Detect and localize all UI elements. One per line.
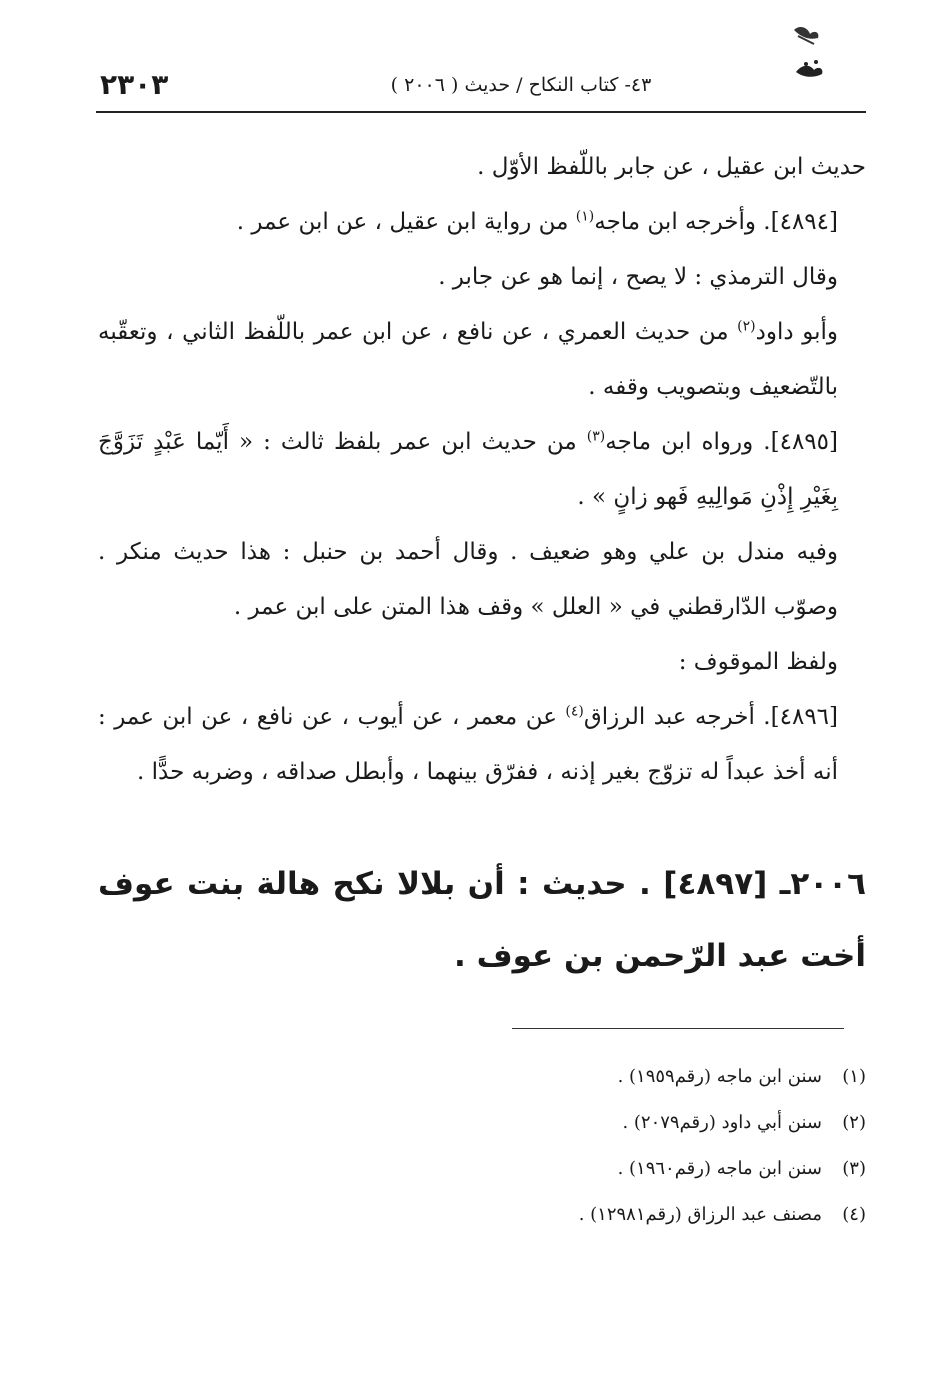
paragraph-text: من حديث ابن عمر بلفظ ثالث : « أَيّما عَبْدٍ تَزَوَّجَ بِغَيْرِ إِذْنِ مَوالِيهِ فَهو زانٍ » . (98, 429, 838, 510)
running-header (96, 68, 866, 108)
footnote-item (400, 1100, 866, 1146)
paragraph-text: من رواية ابن عقيل ، عن ابن عمر . (236, 209, 576, 235)
footnote-number: (٤) (842, 1204, 866, 1225)
header-divider (96, 111, 866, 113)
paragraph-4894 (98, 195, 866, 250)
paragraph-text: حديث ابن عقيل ، عن جابر باللّفظ الأوّل . (477, 154, 866, 180)
paragraph-text: وقال الترمذي : لا يصح ، إنما هو عن جابر . (438, 264, 838, 290)
footnote-text: مصنف عبد الرزاق (رقم١٢٩٨١) . (578, 1204, 822, 1225)
footnote-text: سنن ابن ماجه (رقم١٩٦٠) . (617, 1158, 822, 1179)
footnote-item (400, 1146, 866, 1192)
footnote-number: (١) (842, 1066, 866, 1087)
paragraph-text: وفيه مندل بن علي وهو ضعيف . وقال أحمد بن حنبل : هذا حديث منكر . وصوّب الدّارقطني في « العلل » وقف هذا المتن على ابن عمر . (98, 539, 838, 620)
footnotes (400, 1054, 866, 1238)
footnote-item (400, 1192, 866, 1238)
footnote-item (400, 1054, 866, 1100)
paragraph-text: ولفظ الموقوف : (678, 649, 838, 675)
paragraph-text: [٤٨٩٤]. وأخرجه ابن ماجه (594, 209, 838, 235)
footnote-number: (٢) (842, 1112, 866, 1133)
paragraph (98, 525, 866, 635)
footnote-ref: (١) (575, 208, 595, 225)
footnote-divider (512, 1028, 844, 1029)
paragraph-text: وأبو داود (755, 319, 838, 345)
hadith-number: ٢٠٠٦ـ (779, 866, 867, 902)
footnote-ref: (٢) (737, 318, 756, 335)
paragraph-text: [٤٨٩٦]. أخرجه عبد الرزاق (583, 704, 839, 730)
paragraph-text: [٤٨٩٥]. ورواه ابن ماجه (605, 429, 838, 455)
ornament-icon (780, 20, 840, 86)
paragraph (98, 140, 866, 195)
footnote-number: (٣) (842, 1158, 866, 1179)
hadith-ref: [٤٨٩٧] (663, 866, 768, 902)
paragraph-text: عن معمر ، عن أيوب ، عن نافع ، عن ابن عمر : أنه أخذ عبداً له تزوّج بغير إذنه ، ففرّق بينهما ، وأبطل صداقه ، وضربه حدًّا . (98, 704, 838, 785)
footnote-text: سنن أبي داود (رقم٢٠٧٩) . (622, 1112, 822, 1133)
hadith-text: . حديث : أن بلالا نكح هالة بنت عوف أخت عبد الرّحمن بن عوف . (98, 866, 866, 974)
page-number: ٢٣٠٣ (100, 68, 169, 101)
body-text (98, 140, 866, 800)
paragraph-4896 (98, 690, 866, 800)
footnote-ref: (٣) (586, 428, 606, 445)
footnote-text: سنن ابن ماجه (رقم١٩٥٩) . (617, 1066, 822, 1087)
hadith-heading (98, 848, 866, 992)
paragraph (98, 250, 866, 305)
running-title: ٤٣- كتاب النكاح / حديث ( ٢٠٠٦ ) (390, 74, 652, 96)
footnote-ref: (٤) (565, 703, 584, 720)
paragraph-text: من حديث العمري ، عن نافع ، عن ابن عمر باللّفظ الثاني ، وتعقّبه بالتّضعيف وبتصويب وقفه . (98, 319, 838, 400)
paragraph (98, 635, 866, 690)
paragraph (98, 305, 866, 415)
paragraph-4895 (98, 415, 866, 525)
